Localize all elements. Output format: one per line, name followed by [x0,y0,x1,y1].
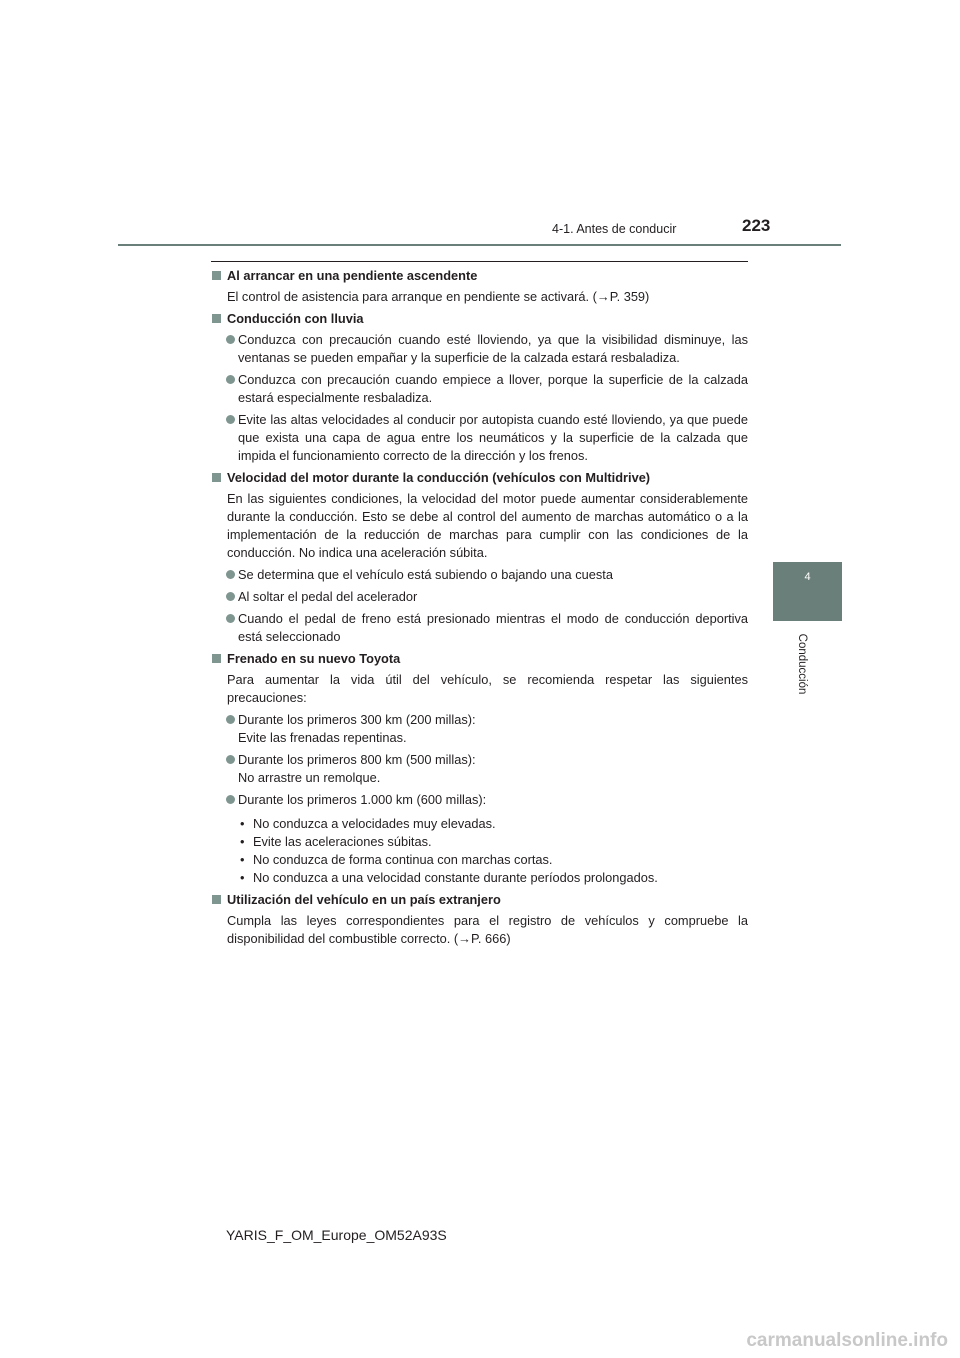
square-bullet-icon [212,654,221,663]
circle-bullet-icon [226,592,235,601]
section-engine-speed [211,469,748,646]
sub-list-item-text: Evite las aceleraciones súbitas. [253,834,432,849]
section-title-text: Velocidad del motor durante la conducción (vehículos con Multidrive) [227,470,651,485]
section-title-text: Al arrancar en una pendiente ascendente [227,268,478,283]
list-item [211,610,748,646]
section-title-text: Utilización del vehículo en un país extranjero [227,892,501,907]
sub-list-item [240,869,748,887]
list-item [211,711,748,747]
circle-bullet-icon [226,415,235,424]
chapter-tab [773,562,842,621]
section-break-in-braking [211,650,748,887]
sub-list-item [240,833,748,851]
chapter-label: Conducción [796,633,808,695]
chapter-number: 4 [804,571,811,583]
header-divider [118,244,841,246]
list-item [211,751,748,787]
section-title [211,469,748,487]
list-item-text: Conduzca con precaución cuando empiece a llover, porque la superficie de la calzada estará especialmente resbaladiza. [238,372,748,405]
square-bullet-icon [212,473,221,482]
list-item-text: Al soltar el pedal del acelerador [238,589,418,604]
small-dot-icon: • [240,816,245,831]
sub-list-item [240,815,748,833]
section-uphill-start [211,267,748,306]
square-bullet-icon [212,314,221,323]
section-title [211,267,748,285]
list-item [211,331,748,367]
circle-bullet-icon [226,795,235,804]
square-bullet-icon [212,895,221,904]
section-paragraph: Para aumentar la vida útil del vehículo, se recomienda respetar las siguientes precauciones: [227,672,748,705]
list-item-text: Durante los primeros 800 km (500 millas): [238,752,476,767]
list-item-detail: Evite las frenadas repentinas. [238,730,407,745]
list-item-text: Conduzca con precaución cuando esté lloviendo, ya que la visibilidad disminuye, las ventanas se pueden empañar y la superficie de la calzada estará resbaladiza. [238,332,748,365]
list-item-detail: No arrastre un remolque. [238,770,381,785]
section-title [211,891,748,909]
list-item-text: Durante los primeros 1.000 km (600 millas): [238,792,487,807]
section-rain-driving [211,310,748,465]
sub-list-item-text: No conduzca a una velocidad constante durante períodos prolongados. [253,870,658,885]
circle-bullet-icon [226,570,235,579]
small-dot-icon: • [240,852,245,867]
circle-bullet-icon [226,715,235,724]
list-item-text: Cuando el pedal de freno está presionado mientras el modo de conducción deportiva está seleccionado [238,611,748,644]
section-title-text: Conducción con lluvia [227,311,364,326]
section-title [211,310,748,328]
list-item [211,411,748,465]
list-item [211,566,748,584]
list-item-text: Evite las altas velocidades al conducir por autopista cuando esté lloviendo, ya que puede que exista una capa de agua entre los neumáticos y la superficie de la calzada que impida el funcionamiento correcto de la dirección y los frenos. [238,412,748,463]
circle-bullet-icon [226,335,235,344]
watermark-text: carmanualsonline.info [746,1330,948,1351]
circle-bullet-icon [226,375,235,384]
section-title [211,650,748,668]
square-bullet-icon [212,271,221,280]
small-dot-icon: • [240,834,245,849]
sub-list [211,815,748,887]
section-paragraph: En las siguientes condiciones, la velocidad del motor puede aumentar considerablemente durante la conducción. Esto se debe al control del aumento de marchas automático o a la implementación de la reducción de marchas para cumplir con las condiciones de la conducción. No indica una aceleración súbita. [227,491,748,560]
content-divider [211,261,748,262]
list-item [211,791,748,809]
section-heading: 4-1. Antes de conducir [552,222,677,236]
section-title-text: Frenado en su nuevo Toyota [227,651,401,666]
section-foreign-country [211,891,748,948]
sub-list-item [240,851,748,869]
section-paragraph: El control de asistencia para arranque en pendiente se activará. (→P. 359) [227,289,650,304]
list-item-text: Se determina que el vehículo está subiendo o bajando una cuesta [238,567,613,582]
list-item [211,588,748,606]
sub-list-item-text: No conduzca a velocidades muy elevadas. [253,816,496,831]
list-item [211,371,748,407]
page-number: 223 [742,216,771,235]
circle-bullet-icon [226,614,235,623]
section-paragraph: Cumpla las leyes correspondientes para el registro de vehículos y compruebe la disponibilidad del combustible correcto. (→P. 666) [227,913,748,946]
sub-list-item-text: No conduzca de forma continua con marchas cortas. [253,852,553,867]
small-dot-icon: • [240,870,245,885]
circle-bullet-icon [226,755,235,764]
page-content [211,267,748,952]
document-code: YARIS_F_OM_Europe_OM52A93S [226,1227,447,1243]
list-item-text: Durante los primeros 300 km (200 millas): [238,712,476,727]
